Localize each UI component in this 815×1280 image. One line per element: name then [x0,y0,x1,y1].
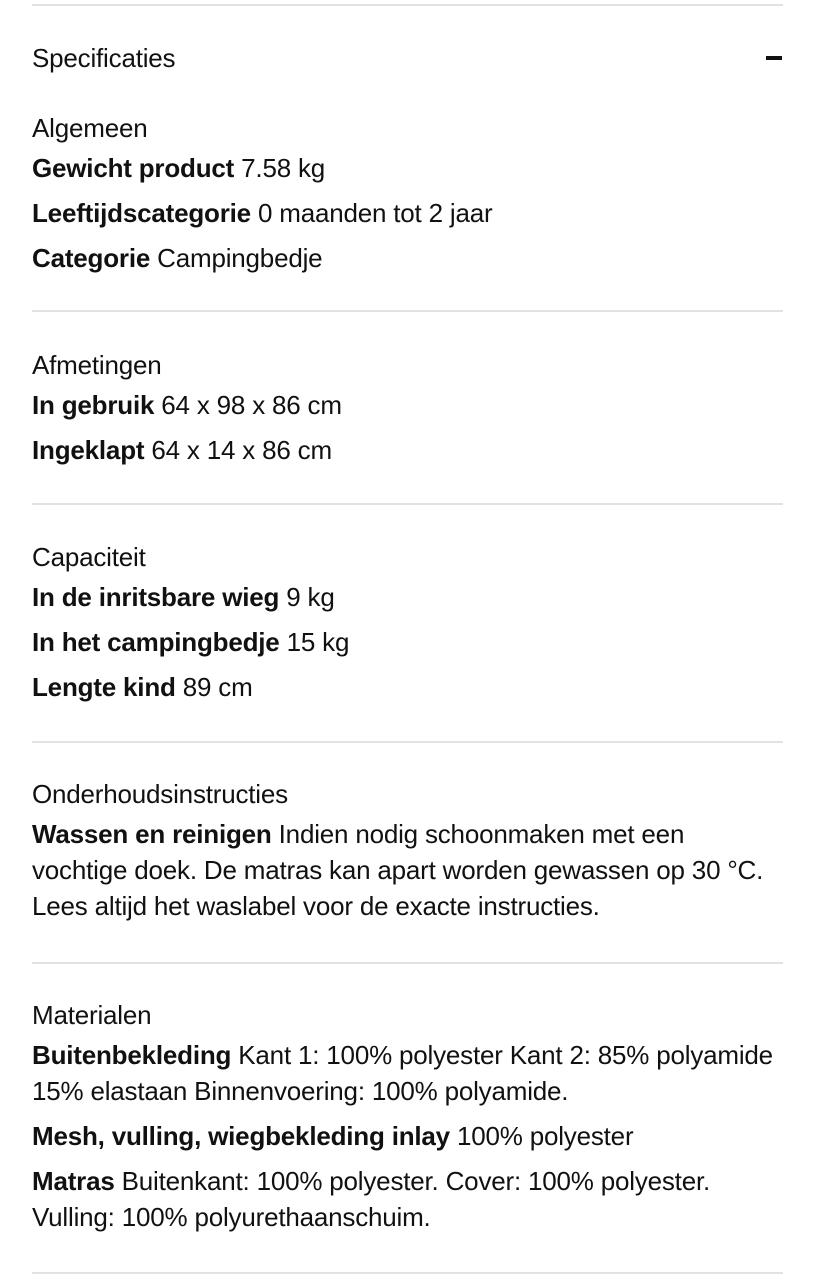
spec-label: Lengte kind [32,672,176,702]
spec-row [32,240,783,276]
spec-row [32,669,783,705]
divider-bottom [32,1272,783,1274]
spec-label: Buitenbekleding [32,1040,232,1070]
spec-row [32,579,783,615]
spec-row [32,1037,783,1109]
section-title: Materialen [32,1000,152,1030]
section-title: Capaciteit [32,542,146,572]
section-capaciteit [32,535,783,705]
spec-value: 9 kg [286,582,335,612]
section-title: Onderhoudsinstructies [32,779,288,809]
section-afmetingen [32,343,783,468]
accordion-title: Specificaties [32,42,176,73]
spec-label: Wassen en reinigen [32,819,272,849]
spec-value: Kant 1: 100% polyester Kant 2: 85% polyamide 15% elastaan Binnenvoering: 100% polyamide. [32,1040,773,1106]
minus-icon[interactable] [766,56,782,60]
spec-row [32,816,783,924]
divider [32,503,783,505]
spec-row [32,195,783,231]
spec-label: Ingeklapt [32,435,145,465]
spec-label: Leeftijdscategorie [32,198,251,228]
spec-label: In gebruik [32,390,155,420]
section-algemeen [32,106,783,276]
spec-row [32,624,783,660]
spec-value: 0 maanden tot 2 jaar [257,198,493,228]
spec-value: 100% polyester [456,1121,634,1151]
section-title: Algemeen [32,113,148,143]
spec-label: In de inritsbare wieg [32,582,280,612]
spec-value: Campingbedje [157,243,323,273]
section-title: Afmetingen [32,350,162,380]
spec-value: Buitenkant: 100% polyester. Cover: 100% polyester. Vulling: 100% polyurethaanschuim. [32,1166,711,1232]
section-onderhoudsinstructies [32,772,783,924]
spec-label: Mesh, vulling, wiegbekleding inlay [32,1121,450,1151]
spec-label: Gewicht product [32,153,235,183]
spec-value: 89 cm [182,672,253,702]
spec-label: In het campingbedje [32,627,280,657]
section-materialen [32,993,783,1235]
spec-row [32,432,783,468]
spec-value: 7.58 kg [241,153,326,183]
spec-value: 64 x 14 x 86 cm [151,435,332,465]
spec-row [32,1118,783,1154]
spec-value: Indien nodig schoonmaken met een vochtige doek. De matras kan apart worden gewassen op 30 °C. Lees altijd het waslabel voor de exacte instructies. [32,819,764,921]
spec-row [32,1163,783,1235]
divider [32,741,783,743]
spec-value: 64 x 98 x 86 cm [161,390,342,420]
spec-row [32,150,783,186]
spec-row [32,387,783,423]
divider [32,310,783,312]
spec-label: Matras [32,1166,115,1196]
divider [32,962,783,964]
specificaties-accordion-header[interactable] [32,38,783,78]
spec-value: 15 kg [286,627,350,657]
spec-label: Categorie [32,243,151,273]
divider-top [32,4,783,6]
